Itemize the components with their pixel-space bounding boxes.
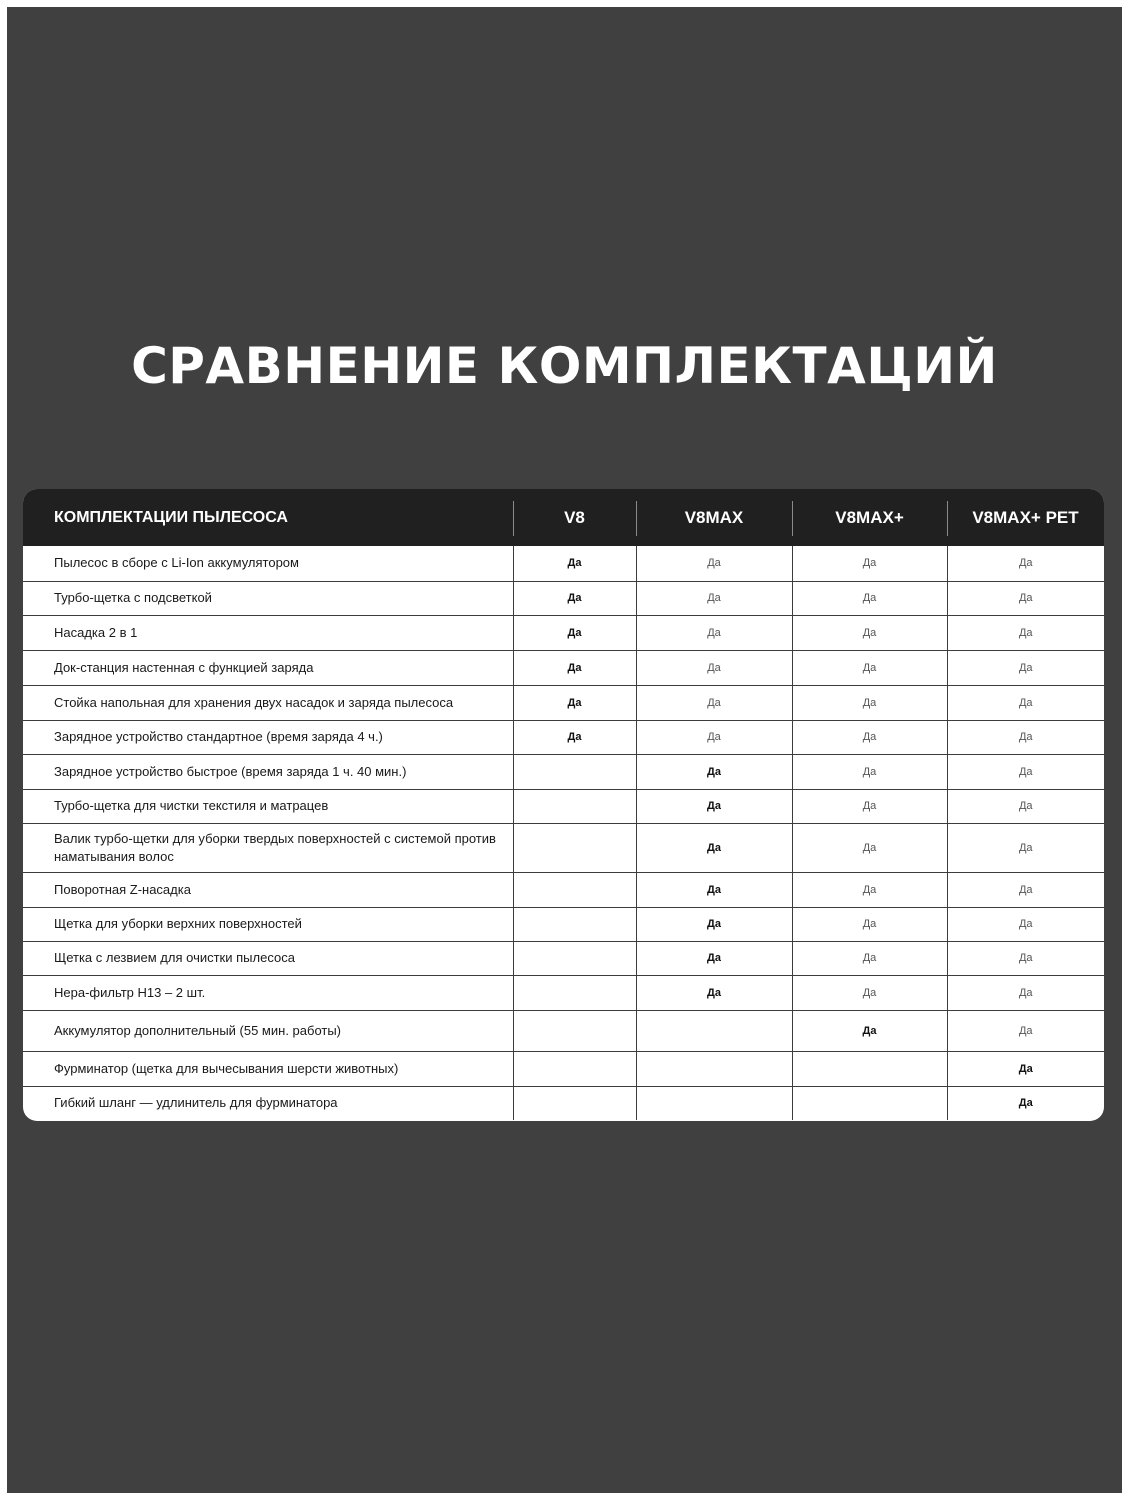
value-cell: Да	[636, 823, 792, 872]
value-cell: Да	[636, 789, 792, 823]
feature-cell: Стойка напольная для хранения двух насадок и заряда пылесоса	[23, 685, 513, 720]
value-cell: Да	[636, 685, 792, 720]
value-cell: Да	[792, 581, 947, 615]
value-cell: Да	[792, 685, 947, 720]
value-cell: Да	[947, 720, 1104, 754]
value-cell: Да	[792, 720, 947, 754]
table-row	[23, 975, 1104, 1010]
page-background	[7, 7, 1122, 1493]
value-cell	[513, 1010, 636, 1051]
value-cell	[513, 1051, 636, 1086]
value-cell: Да	[636, 754, 792, 789]
feature-cell: Турбо-щетка для чистки текстиля и матрацев	[23, 789, 513, 823]
value-cell: Да	[792, 1010, 947, 1051]
table-row	[23, 685, 1104, 720]
value-cell: Да	[792, 941, 947, 975]
value-cell: Да	[513, 581, 636, 615]
table-row	[23, 650, 1104, 685]
header-v8max-plus: V8MAX+	[792, 489, 947, 546]
feature-cell: Валик турбо-щетки для уборки твердых поверхностей с системой против наматывания волос	[23, 823, 513, 872]
value-cell: Да	[513, 650, 636, 685]
value-cell: Да	[947, 941, 1104, 975]
value-cell: Да	[513, 720, 636, 754]
value-cell: Да	[636, 941, 792, 975]
value-cell: Да	[636, 615, 792, 650]
header-v8max-plus-pet: V8MAX+ PET	[947, 489, 1104, 546]
table-body	[23, 546, 1104, 1120]
value-cell: Да	[513, 546, 636, 581]
value-cell	[513, 789, 636, 823]
table-row	[23, 754, 1104, 789]
value-cell: Да	[636, 720, 792, 754]
value-cell	[792, 1086, 947, 1120]
feature-cell: Док-станция настенная с функцией заряда	[23, 650, 513, 685]
value-cell: Да	[947, 1010, 1104, 1051]
value-cell: Да	[947, 581, 1104, 615]
value-cell: Да	[947, 872, 1104, 907]
table-row	[23, 581, 1104, 615]
value-cell: Да	[947, 975, 1104, 1010]
value-cell: Да	[792, 615, 947, 650]
table-row	[23, 1086, 1104, 1120]
feature-cell: Турбо-щетка с подсветкой	[23, 581, 513, 615]
value-cell: Да	[636, 907, 792, 941]
feature-cell: Аккумулятор дополнительный (55 мин. работы)	[23, 1010, 513, 1051]
value-cell	[513, 975, 636, 1010]
feature-cell: Фурминатор (щетка для вычесывания шерсти животных)	[23, 1051, 513, 1086]
value-cell	[513, 907, 636, 941]
table-row	[23, 941, 1104, 975]
value-cell: Да	[792, 789, 947, 823]
table-row	[23, 789, 1104, 823]
table-row	[23, 1010, 1104, 1051]
feature-cell: Поворотная Z-насадка	[23, 872, 513, 907]
value-cell: Да	[947, 789, 1104, 823]
feature-cell: Зарядное устройство быстрое (время заряда 1 ч. 40 мин.)	[23, 754, 513, 789]
page-title: СРАВНЕНИЕ КОМПЛЕКТАЦИЙ	[131, 337, 998, 395]
value-cell: Да	[792, 650, 947, 685]
table-row	[23, 872, 1104, 907]
feature-cell: Насадка 2 в 1	[23, 615, 513, 650]
value-cell: Да	[792, 872, 947, 907]
value-cell: Да	[636, 546, 792, 581]
value-cell: Да	[947, 823, 1104, 872]
feature-cell: Нера-фильтр Н13 – 2 шт.	[23, 975, 513, 1010]
value-cell: Да	[792, 754, 947, 789]
feature-cell: Щетка с лезвием для очистки пылесоса	[23, 941, 513, 975]
value-cell: Да	[947, 615, 1104, 650]
value-cell	[636, 1086, 792, 1120]
table-header-row	[23, 489, 1104, 546]
value-cell: Да	[636, 581, 792, 615]
value-cell: Да	[513, 685, 636, 720]
value-cell: Да	[792, 907, 947, 941]
value-cell: Да	[947, 650, 1104, 685]
value-cell: Да	[636, 650, 792, 685]
feature-cell: Пылесос в сборе с Li-Ion аккумулятором	[54, 555, 299, 571]
value-cell: Да	[947, 754, 1104, 789]
comparison-table-card	[23, 489, 1104, 1121]
value-cell	[513, 754, 636, 789]
value-cell	[792, 1051, 947, 1086]
value-cell	[513, 1086, 636, 1120]
value-cell	[513, 941, 636, 975]
header-feature: КОМПЛЕКТАЦИИ ПЫЛЕСОСА	[54, 508, 288, 526]
value-cell: Да	[513, 615, 636, 650]
value-cell: Да	[792, 823, 947, 872]
value-cell: Да	[792, 975, 947, 1010]
value-cell: Да	[947, 1086, 1104, 1120]
table-row	[23, 907, 1104, 941]
feature-cell: Гибкий шланг — удлинитель для фурминатора	[23, 1086, 513, 1120]
value-cell: Да	[792, 546, 947, 581]
feature-cell: Щетка для уборки верхних поверхностей	[23, 907, 513, 941]
header-v8: V8	[513, 489, 636, 546]
value-cell: Да	[947, 907, 1104, 941]
value-cell	[513, 872, 636, 907]
header-v8max: V8MAX	[636, 489, 792, 546]
table-row	[23, 615, 1104, 650]
value-cell: Да	[947, 685, 1104, 720]
table-row	[23, 1051, 1104, 1086]
feature-cell: Зарядное устройство стандартное (время заряда 4 ч.)	[23, 720, 513, 754]
value-cell: Да	[947, 546, 1104, 581]
value-cell	[636, 1051, 792, 1086]
value-cell: Да	[636, 975, 792, 1010]
value-cell	[636, 1010, 792, 1051]
value-cell	[513, 823, 636, 872]
comparison-table	[23, 489, 1104, 1120]
value-cell: Да	[947, 1051, 1104, 1086]
table-row	[23, 546, 1104, 581]
value-cell: Да	[636, 872, 792, 907]
table-row	[23, 823, 1104, 872]
table-row	[23, 720, 1104, 754]
